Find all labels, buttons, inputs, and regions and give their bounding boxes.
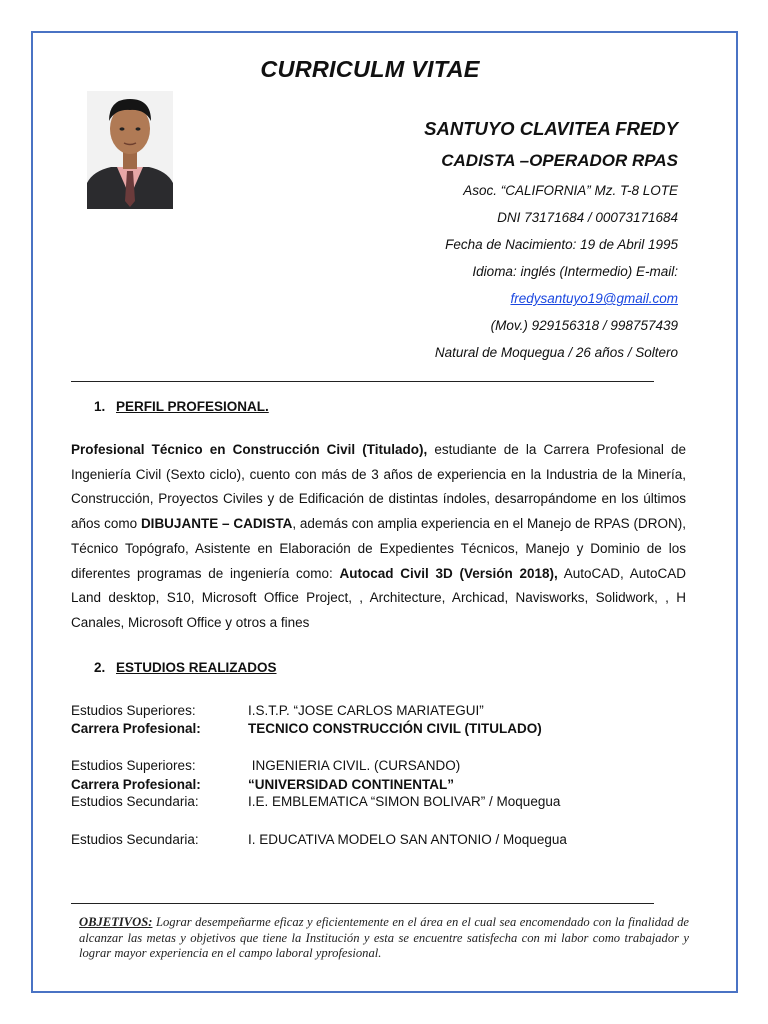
section-estudios-heading [94,660,277,675]
language-line: Idioma: inglés (Intermedio) E-mail: [472,264,678,279]
candidate-name: SANTUYO CLAVITEA FREDY [424,118,678,139]
study-row [71,758,460,773]
section-title: PERFIL PROFESIONAL. [116,399,269,414]
email-line [510,291,678,306]
perfil-bold-3: Autocad Civil 3D (Versión 2018), [339,565,558,581]
birth-line: Fecha de Nacimiento: 19 de Abril 1995 [445,237,678,252]
section-perfil-heading [94,399,269,414]
perfil-text-1: estudiante de la Carrera Profesional de Ingeniería Civil (Sexto ciclo), cuento con más de 3 años de experiencia en la Industria de la Minería, Construcción, Proyectos Civiles y de Edificación de distintas índoles, desarropándome en los últimos años como [71,442,686,532]
perfil-bold-1: Profesional Técnico en Construcción Civil (Titulado), [71,442,428,457]
divider-top [71,381,654,382]
study-value: INGENIERIA CIVIL. (CURSANDO) [248,758,461,773]
email-link[interactable]: fredysantuyo19@gmail.com [510,291,678,306]
study-row [71,794,560,809]
study-row [71,832,567,847]
perfil-paragraph [71,438,686,636]
study-row [71,777,454,792]
study-label: Carrera Profesional: [71,777,201,792]
phone-line: (Mov.) 929156318 / 998757439 [490,318,678,333]
profile-photo [87,91,173,209]
objetivos-label: OBJETIVOS: [79,915,153,929]
section-title: ESTUDIOS REALIZADOS [116,660,277,675]
perfil-text-2: , además con amplia experiencia en el Manejo de RPAS (DRON), Técnico Topógrafo, Asistente en Elaboración de Expedientes Técnicos, Manejo y Dominio de los diferentes programas de ingeniería como: [71,516,686,581]
objetivos-text: Lograr desempeñarme eficaz y eficientemente en el área en el cual sea encomendado con la finalidad de alcanzar las metas y objetivos que tiene la Institución y esta se encuentre satisfecha con mi labor como trabajador y lograr mayor experiencia en el campo laboral yprofesional. [79,915,689,960]
study-value: I. EDUCATIVA MODELO SAN ANTONIO / Moquegua [248,832,567,847]
objetivos-paragraph [79,915,689,962]
address-line: Asoc. “CALIFORNIA” Mz. T-8 LOTE [463,183,678,198]
study-label: Estudios Superiores: [71,758,196,773]
study-value: I.S.T.P. “JOSE CARLOS MARIATEGUI” [248,703,484,718]
section-number: 1. [94,399,106,414]
origin-line: Natural de Moquegua / 26 años / Soltero [434,345,678,360]
study-value: “UNIVERSIDAD CONTINENTAL” [248,777,455,792]
study-label: Estudios Superiores: [71,703,196,718]
study-value: TECNICO CONSTRUCCIÓN CIVIL (TITULADO) [248,721,542,736]
study-value: I.E. EMBLEMATICA “SIMON BOLIVAR” / Moquegua [248,794,561,809]
study-row [71,703,484,718]
page-title: CURRICULM VITAE [260,56,480,82]
candidate-role: CADISTA –OPERADOR RPAS [441,151,678,170]
perfil-bold-2: DIBUJANTE – CADISTA [140,516,293,532]
divider-bottom [71,903,654,904]
study-label: Estudios Secundaria: [71,832,199,847]
study-row [71,721,542,736]
perfil-text-3: AutoCAD, AutoCAD Land desktop, S10, Microsoft Office Project, , Architecture, Archicad, Navisworks, Solidwork, , H Canales, Microsoft Office y otros a fines [71,565,686,630]
section-number: 2. [94,660,106,675]
study-label: Estudios Secundaria: [71,794,199,809]
study-label: Carrera Profesional: [71,721,201,736]
dni-line: DNI 73171684 / 00073171684 [497,210,678,225]
